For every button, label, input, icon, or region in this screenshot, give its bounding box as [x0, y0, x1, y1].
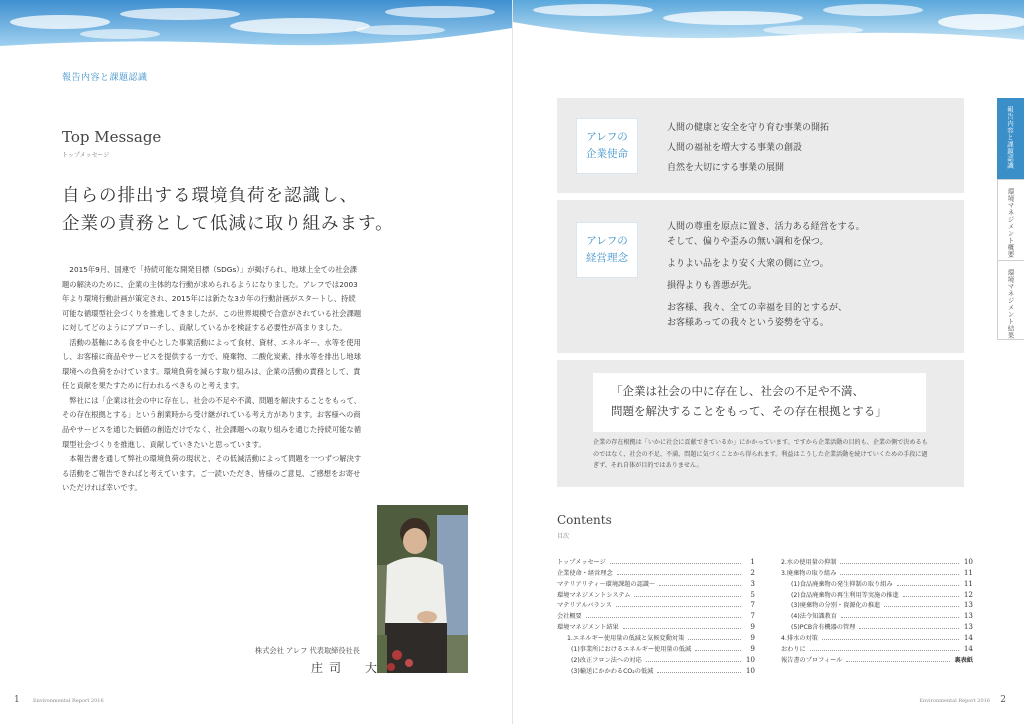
philosophy-line: 損得よりも善悪が先。 [667, 281, 758, 291]
toc-entry-page: 13 [963, 611, 973, 621]
toc-entry-page: 14 [963, 644, 973, 654]
toc-entry-label: (1)事業所におけるエネルギー使用量の低減 [571, 646, 692, 654]
toc-entry[interactable] [781, 653, 973, 664]
paragraph: 2015年9月、国連で「持続可能な開発目標（SDGs）」が掲げられ、地球上全ての社会課題の解決のために、企業の主体的な行動が求められるようになりました。アレフでは2003年より環境行動計画が策定され、2015年には新たな3カ年の行動計画がスタートし、持続可能な循環型社会づくりを推進してきましたが、この世界規模で合意がされている社会課題に対してどのようにアプローチし、貢献しているかを検証する必要性が高まりました。 [62, 265, 362, 333]
toc-entry[interactable] [557, 599, 755, 610]
philosophy-line: 人間の尊重を原点に置き、活力ある経営をする。 [667, 222, 865, 232]
page-number: 1 [14, 695, 20, 705]
contents-title: Contents [557, 513, 612, 527]
philosophy-badge [576, 222, 638, 278]
toc-leader-dots [846, 661, 950, 662]
signature-name: 庄司 大 [311, 661, 384, 675]
toc-entry-label: 1.エネルギー使用量の低減と気候変動対策 [567, 635, 685, 643]
philosophy-line: お客様、我々、全ての幸福を目的とするが、 [667, 303, 848, 313]
toc-entry-label: (3)輸送にかかわるCO₂の低減 [571, 667, 654, 675]
toc-entry-label: 環境マネジメント結果 [557, 624, 619, 632]
toc-leader-dots [903, 596, 959, 597]
philosophy-item [667, 220, 865, 250]
mission-panel [557, 98, 964, 193]
quote-explanation: 企業の存在根拠は「いかに社会に貢献できているか」にかかっています。ですから企業活動の目的も、企業の側で決めるものではなく、社会の不足、不満、問題に気づくことから得られます。利益はこうした企業活動を続けていくための手段に過ぎず、それ自体が目的ではありません。 [593, 439, 928, 469]
report-label: Environmental Report 2016 [919, 698, 990, 704]
quote-line: 「企業は社会の中に存在し、社会の不足や不満、 [611, 384, 864, 398]
toc-leader-dots [695, 650, 741, 651]
toc-entry-page: 14 [963, 633, 973, 643]
toc-entry-page: 1 [750, 556, 755, 566]
toc-leader-dots [616, 606, 741, 607]
tab-label: 報告内容と課題認識 [1006, 106, 1014, 169]
message-body [62, 263, 362, 496]
toc-leader-dots [840, 574, 959, 575]
toc-leader-dots [623, 628, 741, 629]
philosophy-item [667, 257, 865, 272]
toc-entry-label: 環境マネジメントシステム [557, 591, 631, 599]
toc-entry-label: (1)食品廃棄物の発生抑制の取り組み [791, 580, 893, 588]
toc-leader-dots [634, 596, 741, 597]
toc-entry[interactable] [557, 566, 755, 577]
toc-entry-label: マテリアリティ～環境課題の認識～ [557, 580, 656, 588]
mission-item: 自然を大切にする事業の展開 [667, 163, 785, 173]
toc-entry-page: 11 [963, 567, 973, 577]
toc-entry-page: 9 [750, 633, 755, 643]
sky-banner-image [0, 0, 512, 50]
badge-line: アレフの [586, 235, 628, 247]
toc-entry-page: 12 [963, 589, 973, 599]
toc-entry-label: おわりに [781, 646, 806, 654]
toc-entry-label: 3.廃棄物の取り組み [781, 569, 837, 577]
tab-management-results[interactable] [997, 261, 1024, 340]
toc-leader-dots [810, 650, 959, 651]
toc-entry-page: 2 [750, 567, 755, 577]
toc-entry-page: 10 [745, 654, 755, 664]
toc-entry-page: 13 [963, 622, 973, 632]
headline-line: 自らの排出する環境負荷を認識し、 [62, 186, 358, 206]
toc-entry-label: (4)法令知識教育 [791, 613, 837, 621]
mission-badge [576, 118, 638, 174]
section-label: 報告内容と課題認識 [62, 73, 148, 83]
founding-quote [593, 373, 926, 432]
toc-entry-label: 会社概要 [557, 613, 582, 621]
toc-entry-label: (3)廃棄物の分別・資源化の推進 [791, 602, 881, 610]
toc-leader-dots [840, 563, 959, 564]
badge-line: 企業使命 [586, 148, 628, 160]
toc-entry[interactable] [557, 664, 755, 675]
toc-entry-page: 10 [745, 665, 755, 675]
portrait-photo [377, 505, 468, 673]
toc-leader-dots [688, 639, 741, 640]
philosophy-line: お客様あっての我々という姿勢を守る。 [667, 318, 829, 328]
page-subtitle: トップメッセージ [62, 152, 110, 159]
mission-item: 人間の健康と安全を守り育む事業の開拓 [667, 123, 830, 133]
toc-entry-page: 11 [963, 578, 973, 588]
contents-subtitle: 目次 [557, 533, 570, 540]
toc-entry-page: 3 [750, 578, 755, 588]
sky-banner-left [0, 0, 512, 50]
toc-entry[interactable] [781, 577, 973, 588]
sky-banner-right [513, 0, 1024, 50]
toc-entry[interactable] [557, 609, 755, 620]
toc-entry-label: マテリアルバランス [557, 602, 612, 610]
toc-entry-label: (2)食品廃棄物の再生利用等実施の推進 [791, 591, 899, 599]
toc-leader-dots [646, 661, 741, 662]
report-label: Environmental Report 2016 [33, 698, 104, 704]
toc-entry-label: 2.水の使用量の抑制 [781, 558, 837, 566]
headline-line: 企業の責務として低減に取り組みます。 [62, 214, 394, 234]
toc-entry-label: (2)改正フロン法への対応 [571, 656, 642, 664]
toc-entry-label: 企業使命・経営理念 [557, 569, 613, 577]
toc-entry[interactable] [781, 588, 973, 599]
tab-report-overview[interactable] [997, 98, 1024, 180]
toc-leader-dots [897, 585, 959, 586]
toc-entry[interactable] [557, 653, 755, 664]
toc-right-column [781, 555, 973, 664]
tab-label: 環境マネジメント結果 [1006, 269, 1015, 339]
toc-entry-page: 7 [750, 611, 755, 621]
toc-entry-page: 9 [750, 644, 755, 654]
toc-entry-page: 9 [750, 622, 755, 632]
toc-entry-page: 7 [750, 600, 755, 610]
toc-entry[interactable] [781, 642, 973, 653]
philosophy-list [667, 220, 865, 338]
paragraph: 本報告書を通して弊社の環境負荷の現状と、その低減活動によって問題を一つずつ解決する活動をご報告できればと考えています。ご一読いただき、皆様のご意見、ご感想をお寄せいただければ幸いです。 [62, 454, 362, 493]
toc-entry-label: 報告書のプロフィール [781, 656, 843, 664]
founding-quote-panel [557, 360, 964, 487]
quote-line: 問題を解決することをもって、その存在根拠とする」 [611, 404, 887, 418]
headline [62, 182, 482, 238]
toc-entry[interactable] [557, 588, 755, 599]
toc-leader-dots [659, 585, 741, 586]
toc-leader-dots [617, 574, 741, 575]
toc-leader-dots [586, 617, 741, 618]
mission-item: 人間の福祉を増大する事業の創設 [667, 143, 803, 153]
toc-leader-dots [884, 606, 959, 607]
toc-entry[interactable] [781, 599, 973, 610]
toc-entry-label: 4.排水の対策 [781, 635, 818, 643]
signature-title: 株式会社 アレフ 代表取締役社長 [255, 646, 360, 655]
toc-entry[interactable] [781, 620, 973, 631]
toc-entry-page: 5 [750, 589, 755, 599]
tab-label: 環境マネジメント概要 [1006, 188, 1015, 258]
toc-entry[interactable] [557, 631, 755, 642]
toc-entry[interactable] [557, 620, 755, 631]
toc-entry[interactable] [557, 642, 755, 653]
toc-left-column [557, 555, 755, 675]
toc-leader-dots [822, 639, 959, 640]
philosophy-item [667, 279, 865, 294]
toc-entry[interactable] [557, 577, 755, 588]
tab-management-overview[interactable] [997, 180, 1024, 261]
right-page [512, 0, 1024, 724]
toc-entry-page: 13 [963, 600, 973, 610]
philosophy-panel [557, 200, 964, 353]
toc-entry[interactable] [781, 566, 973, 577]
page-number: 2 [1000, 695, 1006, 705]
philosophy-item [667, 301, 865, 331]
mission-list [667, 118, 829, 178]
badge-line: 経営理念 [586, 252, 628, 264]
toc-leader-dots [859, 628, 959, 629]
toc-entry-label: (5)PCB含有機器の管理 [791, 624, 856, 632]
toc-entry[interactable] [781, 555, 973, 566]
toc-leader-dots [841, 617, 959, 618]
badge-line: アレフの [586, 131, 628, 143]
paragraph: 弊社には「企業は社会の中に存在し、社会の不足や不満、問題を解決することをもって、その存在根拠とする」という創業時から受け継がれている考え方があります。お客様への商品やサービスを通じた価値の創造だけでなく、社会課題への取り組みを通じた持続可能な循環型社会づくりを推進し、貢献していきたいと思っています。 [62, 395, 362, 449]
paragraph: 活動の基軸にある食を中心とした事業活動によって食材、資材、エネルギー、水等を使用し、お客様に商品やサービスを提供する一方で、廃棄物、二酸化炭素、排水等を排出し地球環境への負荷をかけています。環境負荷を減らす取り組みは、企業の活動の責務として、責任と貢献を果たすために行われるべきものと考えます。 [62, 337, 362, 391]
toc-entry-label: トップメッセージ [557, 558, 606, 566]
page-title: Top Message [62, 128, 162, 146]
philosophy-line: よりよい品をより安く大衆の側に立つ。 [667, 259, 829, 269]
toc-leader-dots [657, 672, 741, 673]
toc-entry-page: 裏表紙 [954, 656, 973, 664]
toc-entry[interactable] [781, 609, 973, 620]
sky-banner-image [513, 0, 1024, 50]
toc-leader-dots [610, 563, 741, 564]
toc-entry[interactable] [781, 631, 973, 642]
section-tabs [997, 98, 1024, 340]
toc-entry-page: 10 [963, 556, 973, 566]
philosophy-line: そして、偏りや歪みの無い調和を保つ。 [667, 237, 829, 247]
toc-entry[interactable] [557, 555, 755, 566]
